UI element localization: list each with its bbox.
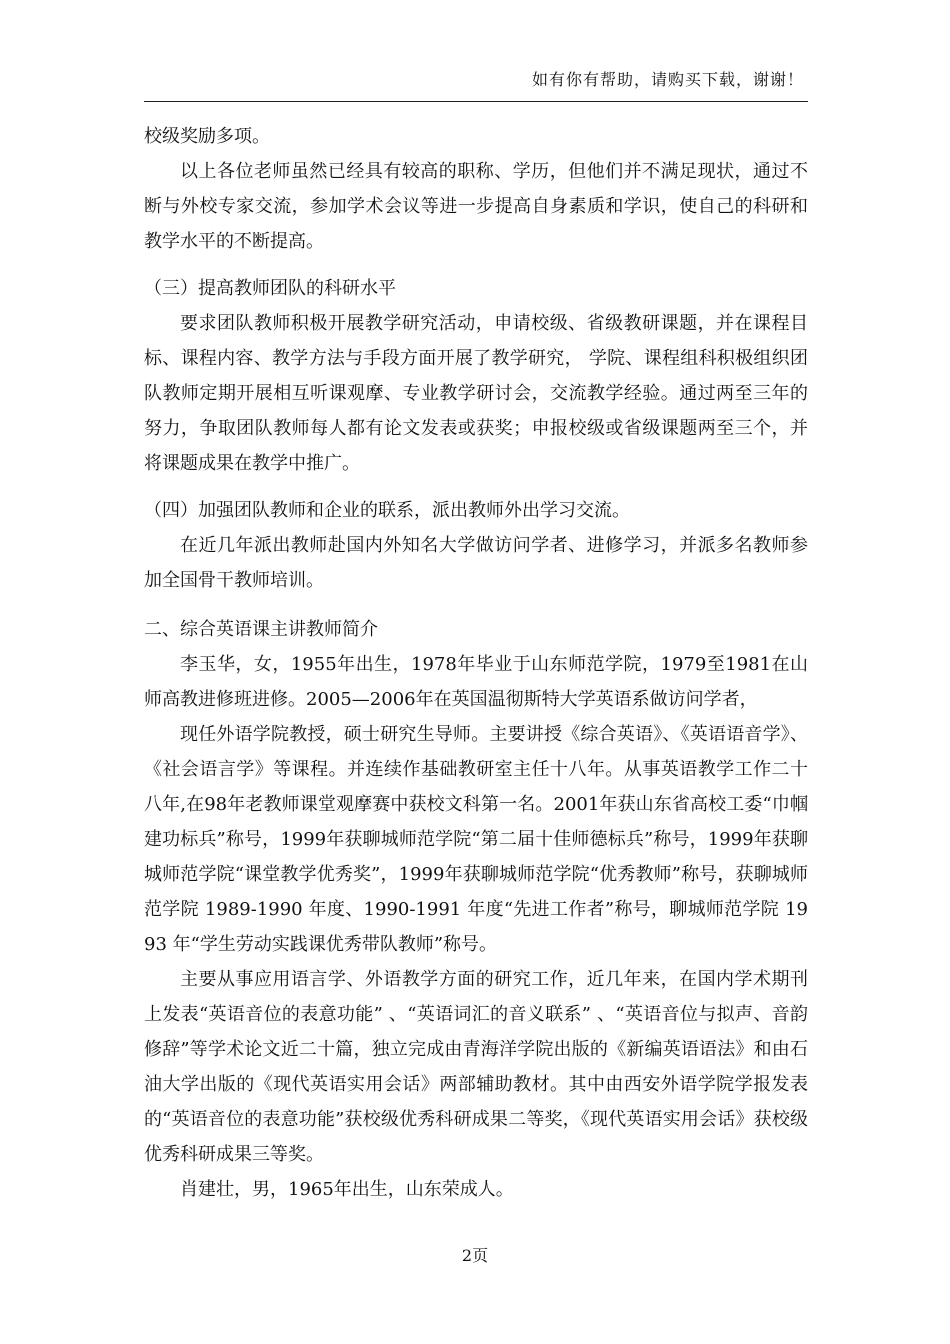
paragraph-li-yuhua-bio: 李玉华，女，1955年出生，1978年毕业于山东师范学院，1979至1981在山师高教进修班进修。2005—2006年在英国温彻斯特大学英语系做访问学者， xyxy=(144,654,808,710)
document-body xyxy=(144,119,808,1207)
paragraph-research-activities: 要求团队教师积极开展教学研究活动，申请校级、省级教研课题，并在课程目标、课程内容、教学方法与手段方面开展了教学研究， 学院、课程组科积极组织团队教师定期开展相互听课观摩、专业教学研讨会，交流教学经验。通过两至三年的努力，争取团队教师每人都有论文发表或获奖；申报校级或省级课题两至三个，并将课题成果在教学中推广。 xyxy=(144,313,808,474)
paragraph-li-yuhua-research: 主要从事应用语言学、外语教学方面的研究工作，近几年来，在国内学术期刊上发表“英语音位的表意功能” 、“英语词汇的音义联系” 、“英语音位与拟声、音韵修辞”等学术论文近二十篇，独立完成由青海洋学院出版的《新编英语语法》和由石油大学出版的《现代英语实用会话》两部辅助教材。其中由西安外语学院学报发表的“英语音位的表意功能”获校级优秀科研成果二等奖，《现代英语实用会话》获校级优秀科研成果三等奖。 xyxy=(144,969,808,1165)
header-note: 如有你有帮助，请购买下载，谢谢！ xyxy=(531,70,804,89)
paragraph-xiao-jianzhuang-bio: 肖建壮，男，1965年出生，山东荣成人。 xyxy=(180,1179,514,1200)
paragraph-teacher-improvement: 以上各位老师虽然已经具有较高的职称、学历，但他们并不满足现状，通过不断与外校专家交流，参加学术会议等进一步提高自身素质和学识，使自己的科研和教学水平的不断提高。 xyxy=(144,161,808,252)
paragraph-visiting-scholars: 在近几年派出教师赴国内外知名大学做访问学者、进修学习，并派多名教师参加全国骨干教师培训。 xyxy=(144,535,808,591)
paragraph-award-continuation: 校级奖励多项。 xyxy=(144,126,270,147)
page-number: 2页 xyxy=(461,1246,489,1265)
paragraph-li-yuhua-position: 现任外语学院教授，硕士研究生导师。主要讲授《综合英语》、《英语语音学》、《社会语言学》等课程。并连续作基础教研室主任十八年。从事英语教学工作二十八年,在98年老教师课堂观摩赛中获校文科第一名。2001年获山东省高校工委“巾帼建功标兵”称号，1999年获聊城师范学院“第二届十佳师德标兵”称号，1999年获聊城师范学院“课堂教学优秀奖”，1999年获聊城师范学院“优秀教师”称号，获聊城师范学院 1989-1990 年度、1990-1991 年度“先进工作者”称号，聊城师范学院 1993 年“学生劳动实践课优秀带队教师”称号。 xyxy=(144,724,808,955)
subheading-enterprise-exchange: （四）加强团队教师和企业的联系，派出教师外出学习交流。 xyxy=(144,500,630,521)
header-divider xyxy=(144,101,808,102)
section-heading-lead-teachers: 二、综合英语课主讲教师简介 xyxy=(144,619,378,640)
subheading-research-level: （三）提高教师团队的科研水平 xyxy=(144,278,396,299)
